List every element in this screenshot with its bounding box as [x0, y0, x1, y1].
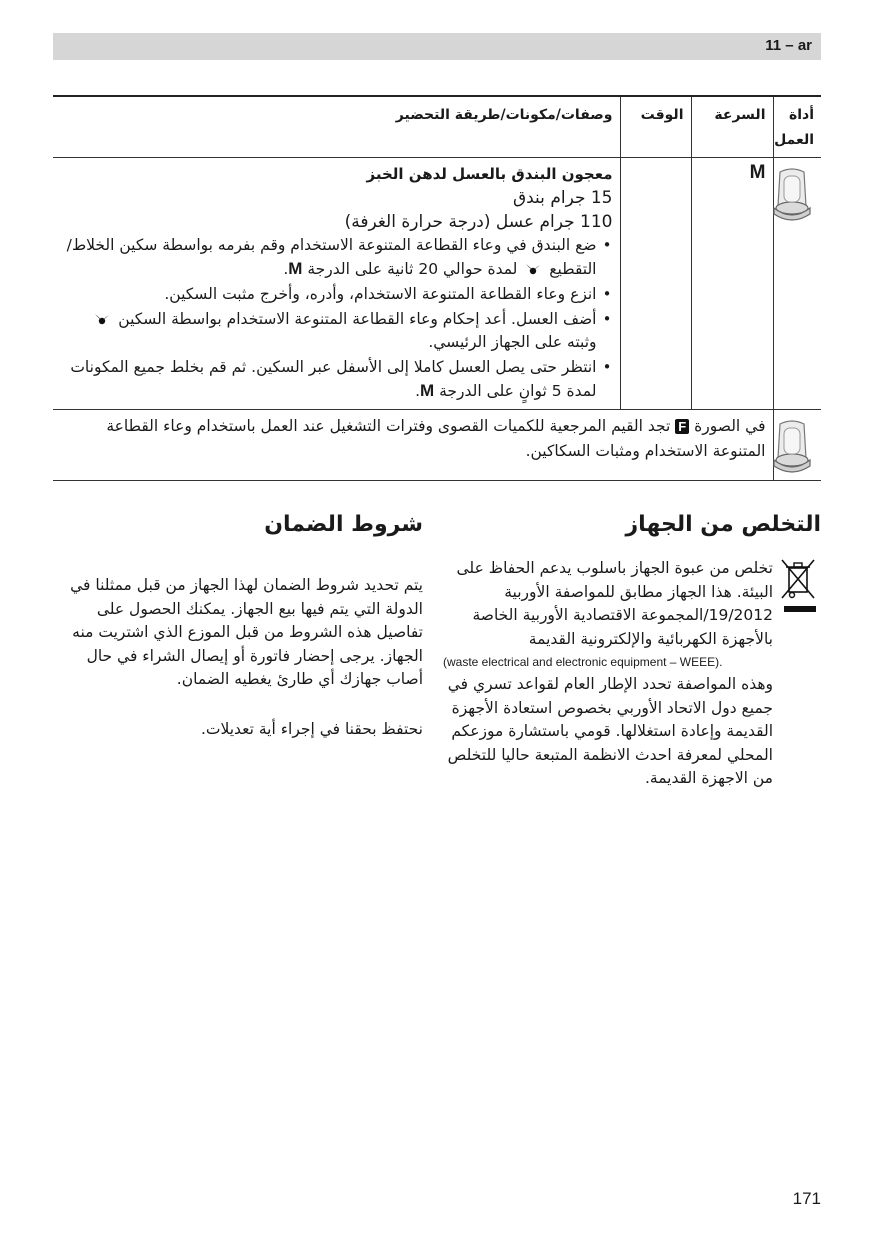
steps-list — [60, 234, 613, 403]
crossed-bin-icon — [780, 558, 816, 602]
note-text: في الصورة — [694, 417, 766, 435]
warranty-heading: شروط الضمان — [264, 512, 423, 537]
column-header-tool: أداة العمل — [773, 96, 821, 158]
warranty-section — [53, 574, 423, 767]
step-text: وثبته على الجهاز الرئيسي. — [428, 333, 597, 351]
time-cell — [620, 158, 691, 410]
figure-badge: F — [675, 419, 689, 434]
step-item: • ضع البندق في وعاء القطاعة المتنوعة الاستخدام وقم بفرمه بواسطة سكين الخلاط/التقطيع لمدة حوالي 20 ثانية على الدرجة M. — [60, 234, 597, 281]
warranty-paragraph: نحتفظ بحقنا في إجراء أية تعديلات. — [200, 719, 423, 738]
speed-value: M — [749, 162, 766, 183]
note-text: تجد القيم المرجعية للكميات القصوى وفترات التشغيل عند العمل باستخدام وعاء القطاعة المتنوعة الاستخدام ومثبات السكاكين. — [106, 417, 766, 460]
table-header-row — [53, 96, 821, 158]
step-text: ضع البندق في وعاء القطاعة المتنوعة الاستخدام وقم بفرمه بواسطة سكين الخلاط/التقطيع — [66, 236, 597, 278]
step-item — [60, 308, 597, 354]
table-row-recipe — [53, 158, 821, 410]
recipe-cell — [53, 158, 620, 410]
disposal-section — [443, 557, 773, 791]
bowl-icon — [770, 418, 814, 476]
tool-cell — [773, 410, 821, 481]
recipe-title: معجون البندق بالعسل لدهن الخبز — [366, 165, 613, 183]
recipe-table — [53, 95, 821, 481]
ingredient-line: 15 جرام بندق — [512, 188, 613, 208]
weee-line: (waste electrical and electronic equipment – WEEE). — [443, 655, 723, 669]
step-item: • انتظر حتى يصل العسل كاملا إلى الأسفل عبر السكين. ثم قم بخلط جميع المكونات لمدة 5 ثوانٍ على الدرجة M. — [60, 356, 597, 403]
step-item: • انزع وعاء القطاعة المتنوعة الاستخدام، وأدره، وأخرج مثبت السكين. — [60, 283, 597, 306]
speed-level-label: M — [420, 381, 435, 400]
tool-cell — [773, 158, 821, 410]
column-header-speed: السرعة — [691, 96, 773, 158]
table-row-note — [53, 410, 821, 481]
speed-level-label: M — [288, 259, 303, 278]
step-text: لمدة حوالي 20 ثانية على الدرجة — [307, 260, 518, 278]
bowl-icon — [770, 166, 814, 224]
warranty-paragraph: يتم تحديد شروط الضمان لهذا الجهاز من قبل ممثلنا في الدولة التي يتم فيها بيع الجهاز. يمكنك الحصول على تفاصيل هذه الشروط من قبل الموزع الذي اشتريت منه الجهاز. يرجى إحضار فاتورة أو إيصال الشراء في حال أصاب جهازك أي طارئ يغطيه الضمان. — [70, 576, 423, 688]
page-number: 171 — [792, 1189, 821, 1208]
knife-blade-icon — [93, 312, 111, 328]
step-text: أضف العسل. أعد إحكام وعاء القطاعة المتنوعة الاستخدام بواسطة السكين — [118, 310, 597, 328]
page-label: 11 – ar — [765, 37, 812, 54]
disposal-paragraph: تخلص من عبوة الجهاز باسلوب يدعم الحفاظ على البيئة. هذا الجهاز مطابق للمواصفة الأوربية 19/2012/المجموعة الاقتصادية الأوربية الخاصة بالأجهزة الكهربائية والإلكترونية القديمة — [456, 559, 773, 648]
speed-cell — [691, 158, 773, 410]
page-header-bar — [53, 33, 821, 60]
weee-bar — [784, 606, 816, 612]
knife-blade-icon — [524, 262, 542, 278]
column-header-recipe: وصفات/مكونات/طريقة التحضير — [53, 96, 620, 158]
disposal-heading: التخلص من الجهاز — [625, 512, 821, 537]
note-cell — [53, 410, 773, 481]
ingredient-line: 110 جرام عسل (درجة حرارة الغرفة) — [344, 212, 613, 232]
column-header-time: الوقت — [620, 96, 691, 158]
disposal-paragraph: وهذه المواصفة تحدد الإطار العام لقواعد تسري في جميع دول الاتحاد الأوربي بخصوص استعادة الأجهزة القديمة وإعادة استغلالها. قومي باستشارة موزعكم المحلي لمعرفة احدث الانظمة المتبعة حاليا للتخلص من الاجهزة القديمة. — [447, 675, 773, 787]
step-text: انتظر حتى يصل العسل كاملا إلى الأسفل عبر السكين. ثم قم بخلط جميع المكونات لمدة 5 ثوانٍ على الدرجة — [70, 358, 597, 400]
